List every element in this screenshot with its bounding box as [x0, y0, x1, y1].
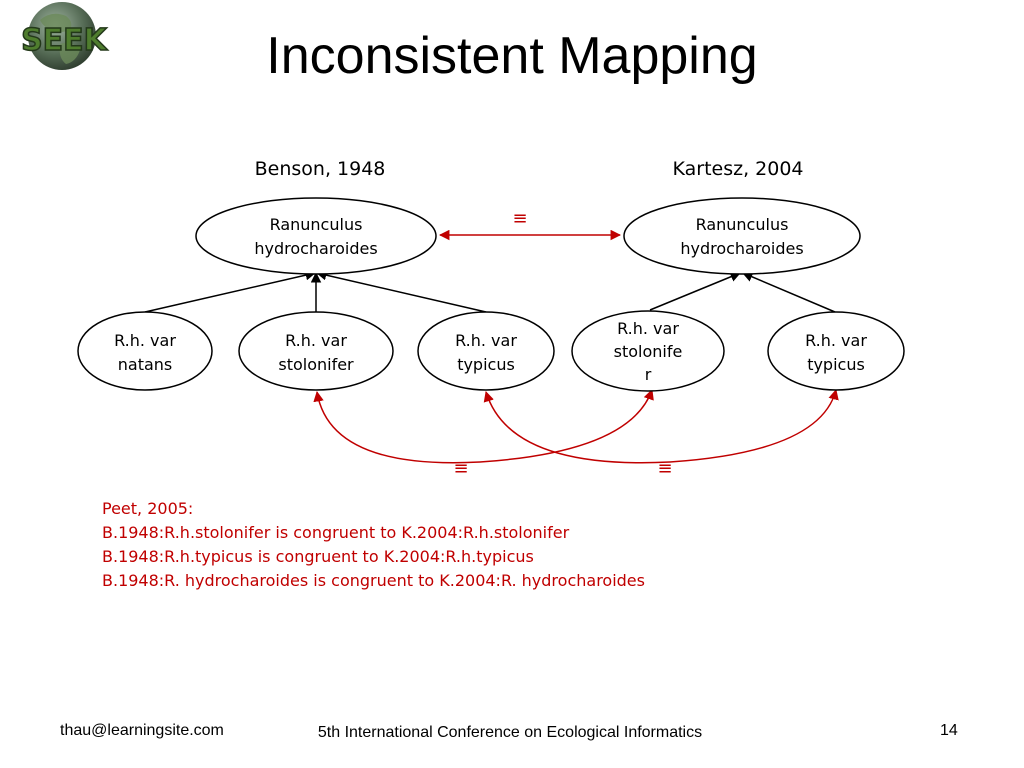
equivalence-symbol-roots: ≡: [512, 208, 528, 229]
svg-text:R.h. varstolonifer: R.h. var stolonifer: [278, 331, 354, 374]
svg-text:R.h. vartypicus: R.h. var typicus: [455, 331, 517, 374]
svg-text:R.h. varnatans: R.h. var natans: [114, 331, 176, 374]
node-benson-var-stolonifer: [239, 312, 393, 390]
node-benson-ranunculus-hydrocharoides: [196, 198, 436, 274]
node-benson-var-typicus: [418, 312, 554, 390]
benson-1948-heading: Benson, 1948: [254, 158, 386, 180]
node-benson-var-natans: [78, 312, 212, 390]
node-kartesz-var-typicus: [768, 312, 904, 390]
node-kartesz-ranunculus-hydrocharoides: [624, 198, 860, 274]
edge-typicus-to-benson-root: [317, 273, 486, 312]
equivalence-symbol-typicus: ≡: [657, 458, 673, 479]
note-line: Peet, 2005:: [102, 499, 194, 518]
svg-text:R.h. varstolonifer: R.h. var stolonife r: [613, 319, 683, 384]
kartesz-2004-heading: Kartesz, 2004: [672, 158, 804, 180]
edge-natans-to-benson-root: [145, 273, 315, 312]
congruence-arrow-stolonifer: [317, 390, 652, 463]
note-line: B.1948:R. hydrocharoides is congruent to K.2004:R. hydrocharoides: [102, 571, 645, 590]
slide-title: Inconsistent Mapping: [266, 27, 758, 85]
svg-text:Ranunculushydrocharoides: Ranunculus hydrocharoides: [254, 215, 378, 258]
equivalence-symbol-stolonifer: ≡: [453, 458, 469, 479]
slide-number: 14: [940, 722, 958, 739]
note-line: B.1948:R.h.stolonifer is congruent to K.2004:R.h.stolonifer: [102, 523, 570, 542]
congruence-arrow-typicus: [486, 390, 836, 463]
svg-text:Ranunculushydrocharoides: Ranunculus hydrocharoides: [680, 215, 804, 258]
edge-stolonifer-to-kartesz-root: [650, 273, 740, 310]
footer-conference: 5th International Conference on Ecological Informatics: [317, 724, 703, 741]
note-line: B.1948:R.h.typicus is congruent to K.2004:R.h.typicus: [102, 547, 534, 566]
congruence-notes: [102, 497, 645, 593]
edge-typicus-to-kartesz-root: [743, 273, 835, 312]
footer-email: thau@learningsite.com: [60, 722, 224, 739]
svg-text:R.h. vartypicus: R.h. var typicus: [805, 331, 867, 374]
logo-text: SEEK: [21, 23, 107, 58]
node-kartesz-var-stolonifer: [572, 311, 724, 391]
